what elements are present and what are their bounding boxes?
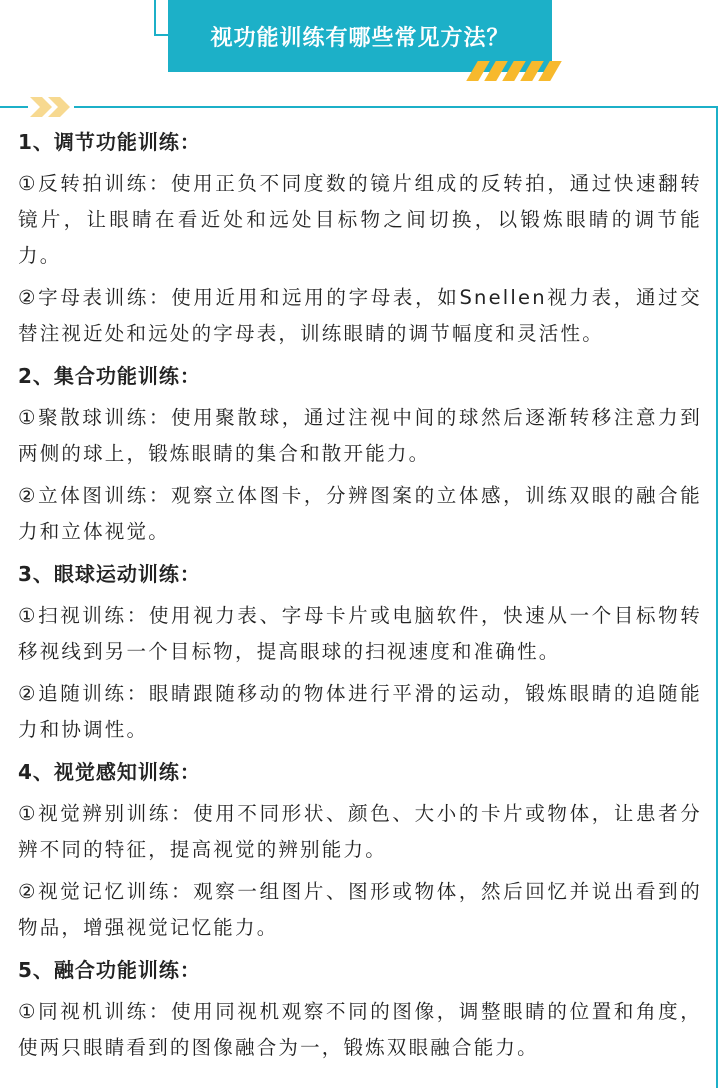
paragraph: ②视觉记忆训练：观察一组图片、图形或物体，然后回忆并说出看到的物品，增强视觉记忆能力。: [18, 880, 702, 939]
section-title: 1、调节功能训练：: [18, 130, 201, 154]
section-title: 2、集合功能训练：: [18, 364, 201, 388]
paragraph: ①同视机训练：使用同视机观察不同的图像，调整眼睛的位置和角度，使两只眼睛看到的图像融合为一，锻炼双眼融合能力。: [18, 1000, 702, 1059]
section-title: 4、视觉感知训练：: [18, 760, 201, 784]
page-title: 视功能训练有哪些常见方法？: [210, 25, 510, 51]
stripes-decoration: [472, 60, 568, 82]
paragraph: ①反转拍训练：使用正负不同度数的镜片组成的反转拍，通过快速翻转镜片，让眼睛在看近处和远处目标物之间切换，以锻炼眼睛的调节能力。: [18, 172, 702, 267]
paragraph: ①扫视训练：使用视力表、字母卡片或电脑软件，快速从一个目标物转移视线到另一个目标物，提高眼球的扫视速度和准确性。: [18, 604, 702, 663]
section-title: 5、融合功能训练：: [18, 958, 201, 982]
paragraph: ①聚散球训练：使用聚散球，通过注视中间的球然后逐渐转移注意力到两侧的球上，锻炼眼睛的集合和散开能力。: [18, 406, 702, 465]
paragraph: ②字母表训练：使用近用和远用的字母表，如Snellen视力表，通过交替注视近处和远处的字母表，训练眼睛的调节幅度和灵活性。: [18, 286, 702, 345]
paragraph: ①视觉辨别训练：使用不同形状、颜色、大小的卡片或物体，让患者分辨不同的特征，提高视觉的辨别能力。: [18, 802, 702, 861]
double-chevron-icon: [28, 96, 74, 118]
section-title: 3、眼球运动训练：: [18, 562, 201, 586]
article-content: [18, 124, 702, 1072]
paragraph: ②立体图训练：观察立体图卡，分辨图案的立体感，训练双眼的融合能力和立体视觉。: [18, 484, 702, 543]
paragraph: ②追随训练：眼睛跟随移动的物体进行平滑的运动，锻炼眼睛的追随能力和协调性。: [18, 682, 702, 741]
